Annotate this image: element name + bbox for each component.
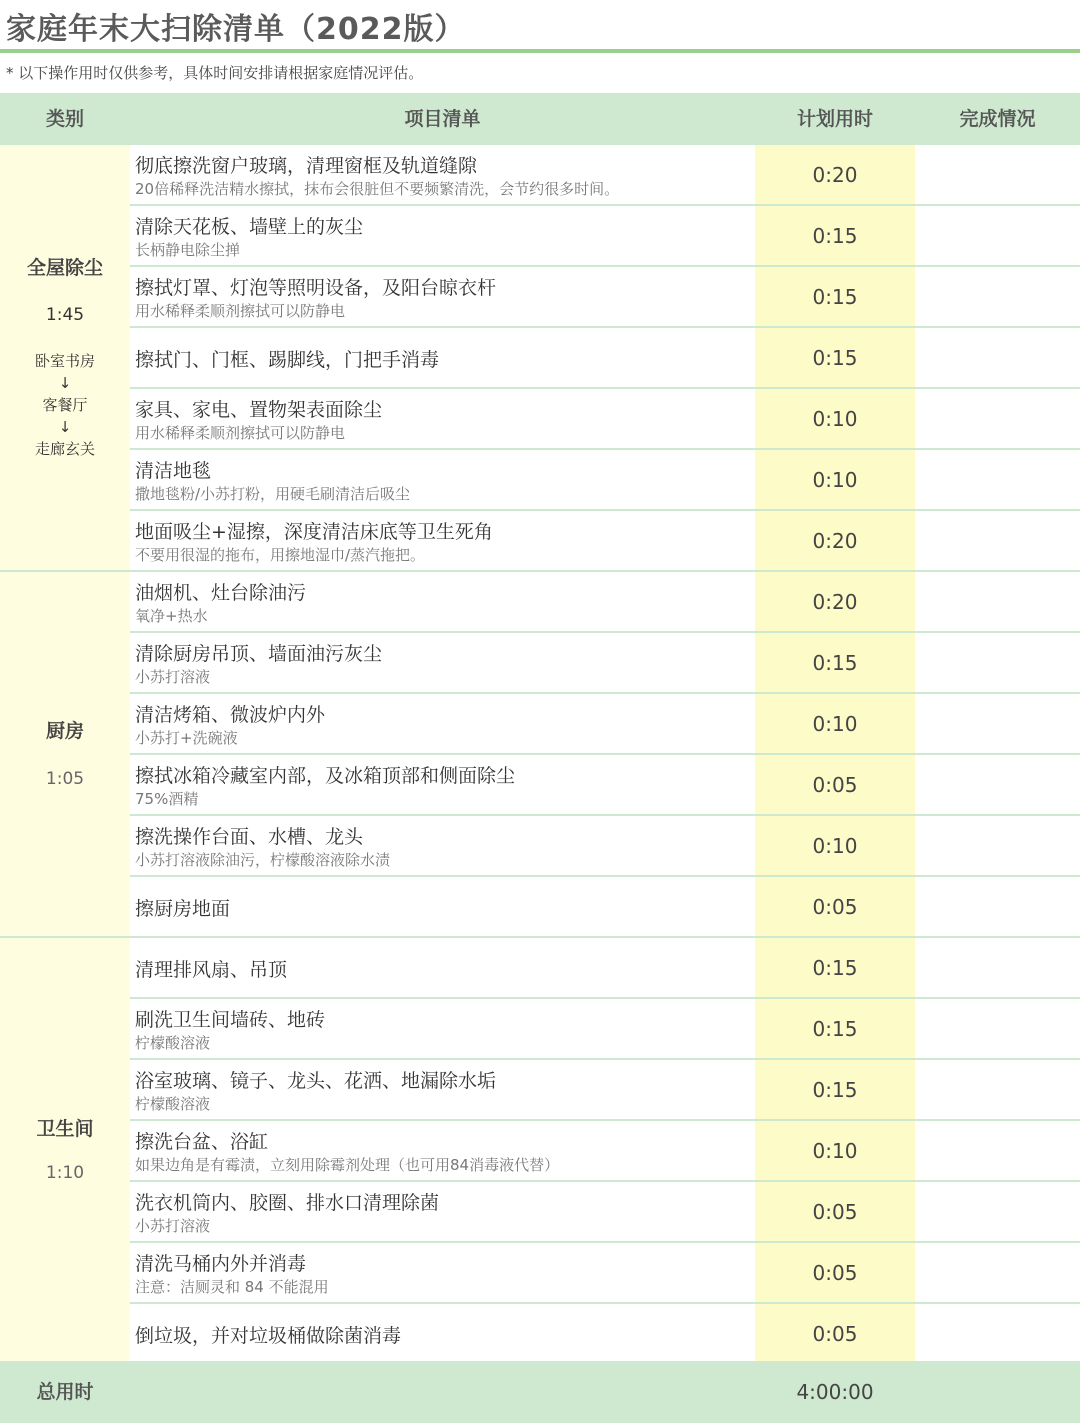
category-whole-house: 全屋除尘 bbox=[26, 257, 103, 279]
page-title: 家庭年末大扫除清单（2022版） bbox=[6, 12, 466, 47]
table-header bbox=[0, 93, 1080, 145]
table-row bbox=[0, 694, 1080, 755]
done-cell[interactable] bbox=[915, 145, 1080, 206]
route-step: 卧室书房 bbox=[34, 352, 95, 370]
table-row bbox=[0, 999, 1080, 1060]
plan-time: 0:10 bbox=[812, 1139, 858, 1163]
plan-time: 0:15 bbox=[812, 651, 858, 675]
plan-time: 0:15 bbox=[812, 285, 858, 309]
item-note: 柠檬酸溶液 bbox=[135, 1095, 211, 1113]
table-row bbox=[0, 328, 1080, 389]
item-cell bbox=[130, 1304, 755, 1365]
table-row bbox=[0, 633, 1080, 694]
header-category: 类别 bbox=[45, 108, 84, 130]
item-cell bbox=[130, 450, 755, 511]
item-title: 浴室玻璃、镜子、龙头、花洒、地漏除水垢 bbox=[135, 1070, 497, 1092]
item-note: 小苏打溶液 bbox=[135, 1217, 211, 1235]
item-cell bbox=[130, 206, 755, 267]
total-label: 总用时 bbox=[36, 1381, 94, 1403]
item-title: 擦厨房地面 bbox=[135, 898, 231, 920]
header-done: 完成情况 bbox=[959, 108, 1036, 130]
item-note: 用水稀释柔顺剂擦拭可以防静电 bbox=[135, 302, 346, 320]
plan-time: 0:05 bbox=[812, 1200, 858, 1224]
item-title: 刷洗卫生间墙砖、地砖 bbox=[135, 1009, 326, 1031]
item-note: 柠檬酸溶液 bbox=[135, 1034, 211, 1052]
category-bathroom-time: 1:10 bbox=[45, 1163, 85, 1183]
item-note: 用水稀释柔顺剂擦拭可以防静电 bbox=[135, 424, 346, 442]
item-cell bbox=[130, 755, 755, 816]
title-bar bbox=[0, 0, 1080, 50]
table-row bbox=[0, 877, 1080, 938]
header-items: 项目清单 bbox=[404, 108, 481, 130]
item-cell bbox=[130, 267, 755, 328]
plan-time: 0:15 bbox=[812, 346, 858, 370]
item-note: 小苏打+洗碗液 bbox=[135, 729, 238, 747]
item-cell bbox=[130, 1243, 755, 1304]
item-title: 彻底擦洗窗户玻璃，清理窗框及轨道缝隙 bbox=[135, 155, 478, 177]
item-cell bbox=[130, 1060, 755, 1121]
table-row bbox=[0, 1243, 1080, 1304]
plan-time: 0:20 bbox=[812, 163, 858, 187]
item-cell bbox=[130, 877, 755, 938]
done-cell[interactable] bbox=[915, 1304, 1080, 1365]
done-cell[interactable] bbox=[915, 206, 1080, 267]
table-row bbox=[0, 816, 1080, 877]
item-title: 地面吸尘+湿擦，深度清洁床底等卫生死角 bbox=[135, 521, 493, 543]
item-title: 油烟机、灶台除油污 bbox=[135, 582, 307, 604]
plan-time: 0:10 bbox=[812, 834, 858, 858]
note-text: * 以下操作用时仅供参考，具体时间安排请根据家庭情况评估。 bbox=[6, 64, 424, 82]
table-row bbox=[0, 511, 1080, 572]
done-cell[interactable] bbox=[915, 1060, 1080, 1121]
item-title: 清理排风扇、吊顶 bbox=[135, 959, 288, 981]
down-arrow-icon: ↓ bbox=[58, 418, 72, 436]
plan-time: 0:15 bbox=[812, 224, 858, 248]
item-note: 氧净+热水 bbox=[135, 607, 208, 625]
item-note: 注意：洁厕灵和 84 不能混用 bbox=[135, 1278, 329, 1296]
item-title: 擦拭灯罩、灯泡等照明设备，及阳台晾衣杆 bbox=[135, 277, 497, 299]
table-row bbox=[0, 755, 1080, 816]
item-title: 擦拭门、门框、踢脚线，门把手消毒 bbox=[135, 349, 440, 371]
total-value: 4:00:00 bbox=[796, 1380, 874, 1404]
done-cell[interactable] bbox=[915, 1182, 1080, 1243]
category-kitchen: 厨房 bbox=[45, 720, 84, 742]
item-cell bbox=[130, 999, 755, 1060]
plan-time: 0:10 bbox=[812, 468, 858, 492]
plan-time: 0:15 bbox=[812, 1017, 858, 1041]
category-bathroom: 卫生间 bbox=[36, 1118, 94, 1140]
item-cell bbox=[130, 694, 755, 755]
plan-time: 0:20 bbox=[812, 590, 858, 614]
category-whole-house-time: 1:45 bbox=[45, 305, 85, 325]
item-cell bbox=[130, 145, 755, 206]
item-cell bbox=[130, 511, 755, 572]
item-title: 清洁烤箱、微波炉内外 bbox=[135, 704, 326, 726]
item-title: 清洁地毯 bbox=[135, 460, 212, 482]
table-row bbox=[0, 389, 1080, 450]
done-cell[interactable] bbox=[915, 389, 1080, 450]
item-cell bbox=[130, 633, 755, 694]
plan-time: 0:05 bbox=[812, 1322, 858, 1346]
item-title: 擦拭冰箱冷藏室内部，及冰箱顶部和侧面除尘 bbox=[135, 765, 516, 787]
item-note: 不要用很湿的拖布，用擦地湿巾/蒸汽拖把。 bbox=[135, 546, 426, 564]
item-note: 小苏打溶液 bbox=[135, 668, 211, 686]
item-title: 清除厨房吊顶、墙面油污灰尘 bbox=[135, 643, 383, 665]
table-row bbox=[0, 450, 1080, 511]
done-cell[interactable] bbox=[915, 450, 1080, 511]
item-note: 小苏打溶液除油污，柠檬酸溶液除水渍 bbox=[135, 851, 391, 869]
item-note: 如果边角是有霉渍，立刻用除霉剂处理（也可用84消毒液代替） bbox=[135, 1156, 560, 1174]
item-cell bbox=[130, 389, 755, 450]
table-row bbox=[0, 1060, 1080, 1121]
header-plan: 计划用时 bbox=[796, 108, 873, 130]
done-cell[interactable] bbox=[915, 938, 1080, 999]
done-cell[interactable] bbox=[915, 1243, 1080, 1304]
plan-time: 0:15 bbox=[812, 1078, 858, 1102]
table-row bbox=[0, 572, 1080, 633]
item-cell bbox=[130, 816, 755, 877]
table-row bbox=[0, 206, 1080, 267]
table-row bbox=[0, 1182, 1080, 1243]
done-cell[interactable] bbox=[915, 328, 1080, 389]
table-row bbox=[0, 938, 1080, 999]
plan-time: 0:05 bbox=[812, 1261, 858, 1285]
route-step: 客餐厅 bbox=[42, 396, 88, 414]
item-title: 家具、家电、置物架表面除尘 bbox=[135, 399, 383, 421]
item-title: 洗衣机筒内、胶圈、排水口清理除菌 bbox=[135, 1192, 440, 1214]
table-row bbox=[0, 1304, 1080, 1365]
category-kitchen-time: 1:05 bbox=[45, 769, 85, 789]
item-note: 长柄静电除尘掸 bbox=[135, 241, 241, 259]
done-cell[interactable] bbox=[915, 633, 1080, 694]
item-title: 擦洗操作台面、水槽、龙头 bbox=[135, 826, 364, 848]
plan-time: 0:15 bbox=[812, 956, 858, 980]
table-row bbox=[0, 267, 1080, 328]
item-title: 清洗马桶内外并消毒 bbox=[135, 1253, 307, 1275]
done-cell[interactable] bbox=[915, 511, 1080, 572]
done-cell[interactable] bbox=[915, 755, 1080, 816]
done-cell[interactable] bbox=[915, 877, 1080, 938]
item-note: 20倍稀释洗洁精水擦拭，抹布会很脏但不要频繁清洗，会节约很多时间。 bbox=[135, 180, 620, 198]
plan-time: 0:10 bbox=[812, 712, 858, 736]
item-note: 75%酒精 bbox=[135, 790, 199, 808]
route-step: 走廊玄关 bbox=[34, 440, 95, 458]
item-note: 撒地毯粉/小苏打粉，用硬毛刷清洁后吸尘 bbox=[135, 485, 411, 503]
title-underline bbox=[0, 49, 1080, 53]
table-row bbox=[0, 1121, 1080, 1182]
item-title: 清除天花板、墙壁上的灰尘 bbox=[135, 216, 364, 238]
done-cell[interactable] bbox=[915, 267, 1080, 328]
item-cell bbox=[130, 572, 755, 633]
item-title: 擦洗台盆、浴缸 bbox=[135, 1131, 269, 1153]
plan-time: 0:05 bbox=[812, 895, 858, 919]
plan-time: 0:05 bbox=[812, 773, 858, 797]
done-cell[interactable] bbox=[915, 694, 1080, 755]
done-cell[interactable] bbox=[915, 572, 1080, 633]
done-cell[interactable] bbox=[915, 1121, 1080, 1182]
plan-time: 0:20 bbox=[812, 529, 858, 553]
done-cell[interactable] bbox=[915, 999, 1080, 1060]
done-cell[interactable] bbox=[915, 816, 1080, 877]
item-cell bbox=[130, 938, 755, 999]
item-cell bbox=[130, 1182, 755, 1243]
table-row bbox=[0, 145, 1080, 206]
item-cell bbox=[130, 1121, 755, 1182]
item-title: 倒垃圾，并对垃圾桶做除菌消毒 bbox=[135, 1325, 402, 1347]
total-row bbox=[0, 1361, 1080, 1423]
plan-time: 0:10 bbox=[812, 407, 858, 431]
item-cell bbox=[130, 328, 755, 389]
down-arrow-icon: ↓ bbox=[58, 374, 72, 392]
